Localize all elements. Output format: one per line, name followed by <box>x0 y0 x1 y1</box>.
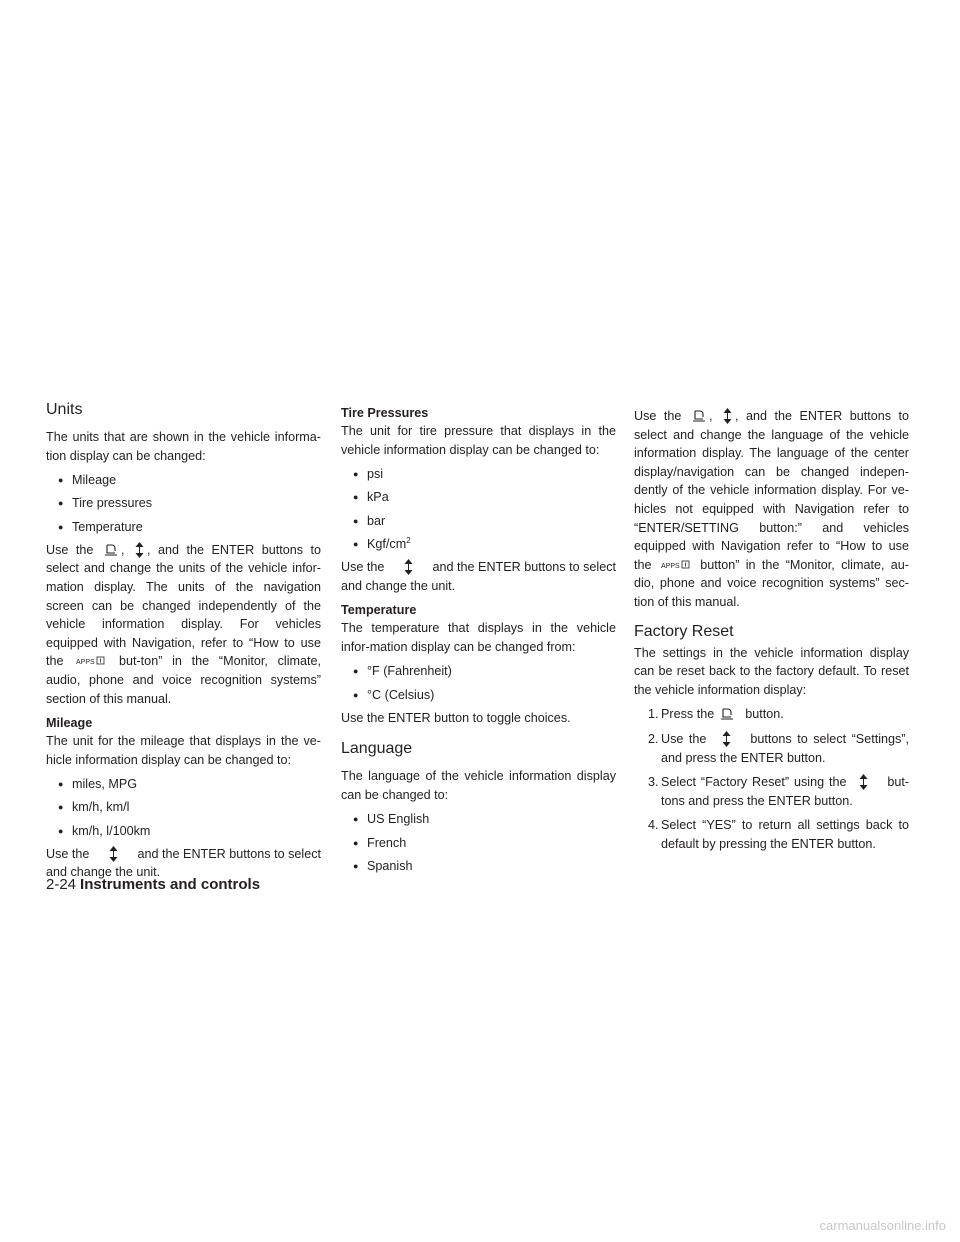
up-down-arrows-icon <box>404 559 413 575</box>
list-item: 1. Press the button. <box>648 707 784 722</box>
list-item: ● °C (Celsius) <box>341 686 616 705</box>
svg-text:APPS: APPS <box>76 659 95 667</box>
language-intro: The language of the vehicle information display can be changed to: <box>341 769 616 802</box>
list-item: ● bar <box>341 512 616 531</box>
list-item: ● Temperature <box>46 518 321 537</box>
page-footer <box>46 876 260 895</box>
units-heading: Units <box>46 401 83 418</box>
mileage-intro: The unit for the mileage that displays in the ve-hicle information display can be changed to: <box>46 734 321 767</box>
tire-intro: The unit for tire pressure that displays in the vehicle information display can be changed to: <box>341 424 616 457</box>
language-instructions: Use the , , and the ENTER buttons to select and change the language of the vehicle information display. The language of the center display/navigation can be changed indepen-dently of the vehicle information display. For ve-hicles not equipped with Navigation refer to “ENTER/SETTING button:” and vehicles equipped with Navigation refer to “How to use the APPS button” in the “Monitor, climate, au-dio, phone and voice recognition systems” sec-tion of this manual. <box>634 409 910 609</box>
units-list <box>46 471 321 536</box>
list-item: ● km/h, l/100km <box>46 822 321 841</box>
tire-pressures-heading: Tire Pressures <box>341 406 429 420</box>
up-down-arrows-icon <box>135 542 144 558</box>
list-item: ● °F (Fahrenheit) <box>341 662 616 681</box>
up-down-arrows-icon <box>723 408 732 424</box>
units-instructions: Use the , , and the ENTER buttons to select and change the units of the vehicle infor-mation display. The units of the navigation screen can be changed independently of the vehicle information display. For vehicles equipped with Navigation, refer to “How to use the APPS but-ton” in the “Monitor, climate, audio, phone and voice recognition systems” section of this manual. <box>46 542 322 706</box>
mileage-instructions: Use the and the ENTER buttons to select and change the unit. <box>46 846 322 880</box>
temperature-toggle: Use the ENTER button to toggle choices. <box>341 710 571 725</box>
column-2 <box>341 404 616 880</box>
up-down-arrows-icon <box>109 846 118 862</box>
column-3 <box>634 407 909 859</box>
language-heading: Language <box>341 740 413 758</box>
factory-reset-heading: Factory Reset <box>634 622 734 640</box>
temperature-heading: Temperature <box>341 603 417 618</box>
watermark: carmanualsonline.info <box>819 1218 946 1234</box>
list-item: 4. Select “YES” to return all settings back to default by pressing the ENTER button. <box>648 818 909 851</box>
apps-button-icon <box>661 560 691 570</box>
tire-instructions: Use the and the ENTER buttons to select and change the unit. <box>341 559 617 593</box>
list-item: ● Tire pressures <box>46 494 321 513</box>
back-button-icon <box>692 410 706 424</box>
list-item: ● French <box>341 834 616 853</box>
list-item: ● Spanish <box>341 857 616 876</box>
apps-button-icon <box>76 656 106 666</box>
section-title: Instruments and controls <box>80 876 261 893</box>
units-intro: The units that are shown in the vehicle informa-tion display can be changed: <box>46 430 321 463</box>
temperature-intro: The temperature that displays in the vehicle infor-mation display can be changed from: <box>341 621 616 654</box>
back-button-icon <box>720 708 734 722</box>
list-item: ● US English <box>341 810 616 829</box>
factory-steps <box>634 705 909 853</box>
list-item: ● Kgf/$cm^2$ <box>341 535 616 554</box>
list-item: 3. Select “Factory Reset” using the but-tons and press the ENTER button. <box>648 775 910 808</box>
factory-intro: The settings in the vehicle information display can be reset back to the factory default. To reset the vehicle information display: <box>634 645 909 697</box>
temperature-list <box>341 662 616 704</box>
list-item: ● kPa <box>341 488 616 507</box>
column-1 <box>46 400 321 888</box>
language-list <box>341 810 616 875</box>
mileage-list <box>46 775 321 840</box>
svg-text:APPS: APPS <box>660 562 680 570</box>
mileage-heading: Mileage <box>46 716 93 731</box>
list-item: ● Mileage <box>46 471 321 490</box>
list-item: ● psi <box>341 465 616 484</box>
page-number: 2-24 <box>46 876 77 893</box>
up-down-arrows-icon <box>859 774 868 790</box>
up-down-arrows-icon <box>722 731 731 747</box>
list-item: 2. Use the buttons to select “Settings”, and press the ENTER button. <box>648 731 909 765</box>
back-button-icon <box>104 544 118 558</box>
tire-list <box>341 465 616 553</box>
list-item: ● km/h, km/l <box>46 798 321 817</box>
list-item: ● miles, MPG <box>46 775 321 794</box>
